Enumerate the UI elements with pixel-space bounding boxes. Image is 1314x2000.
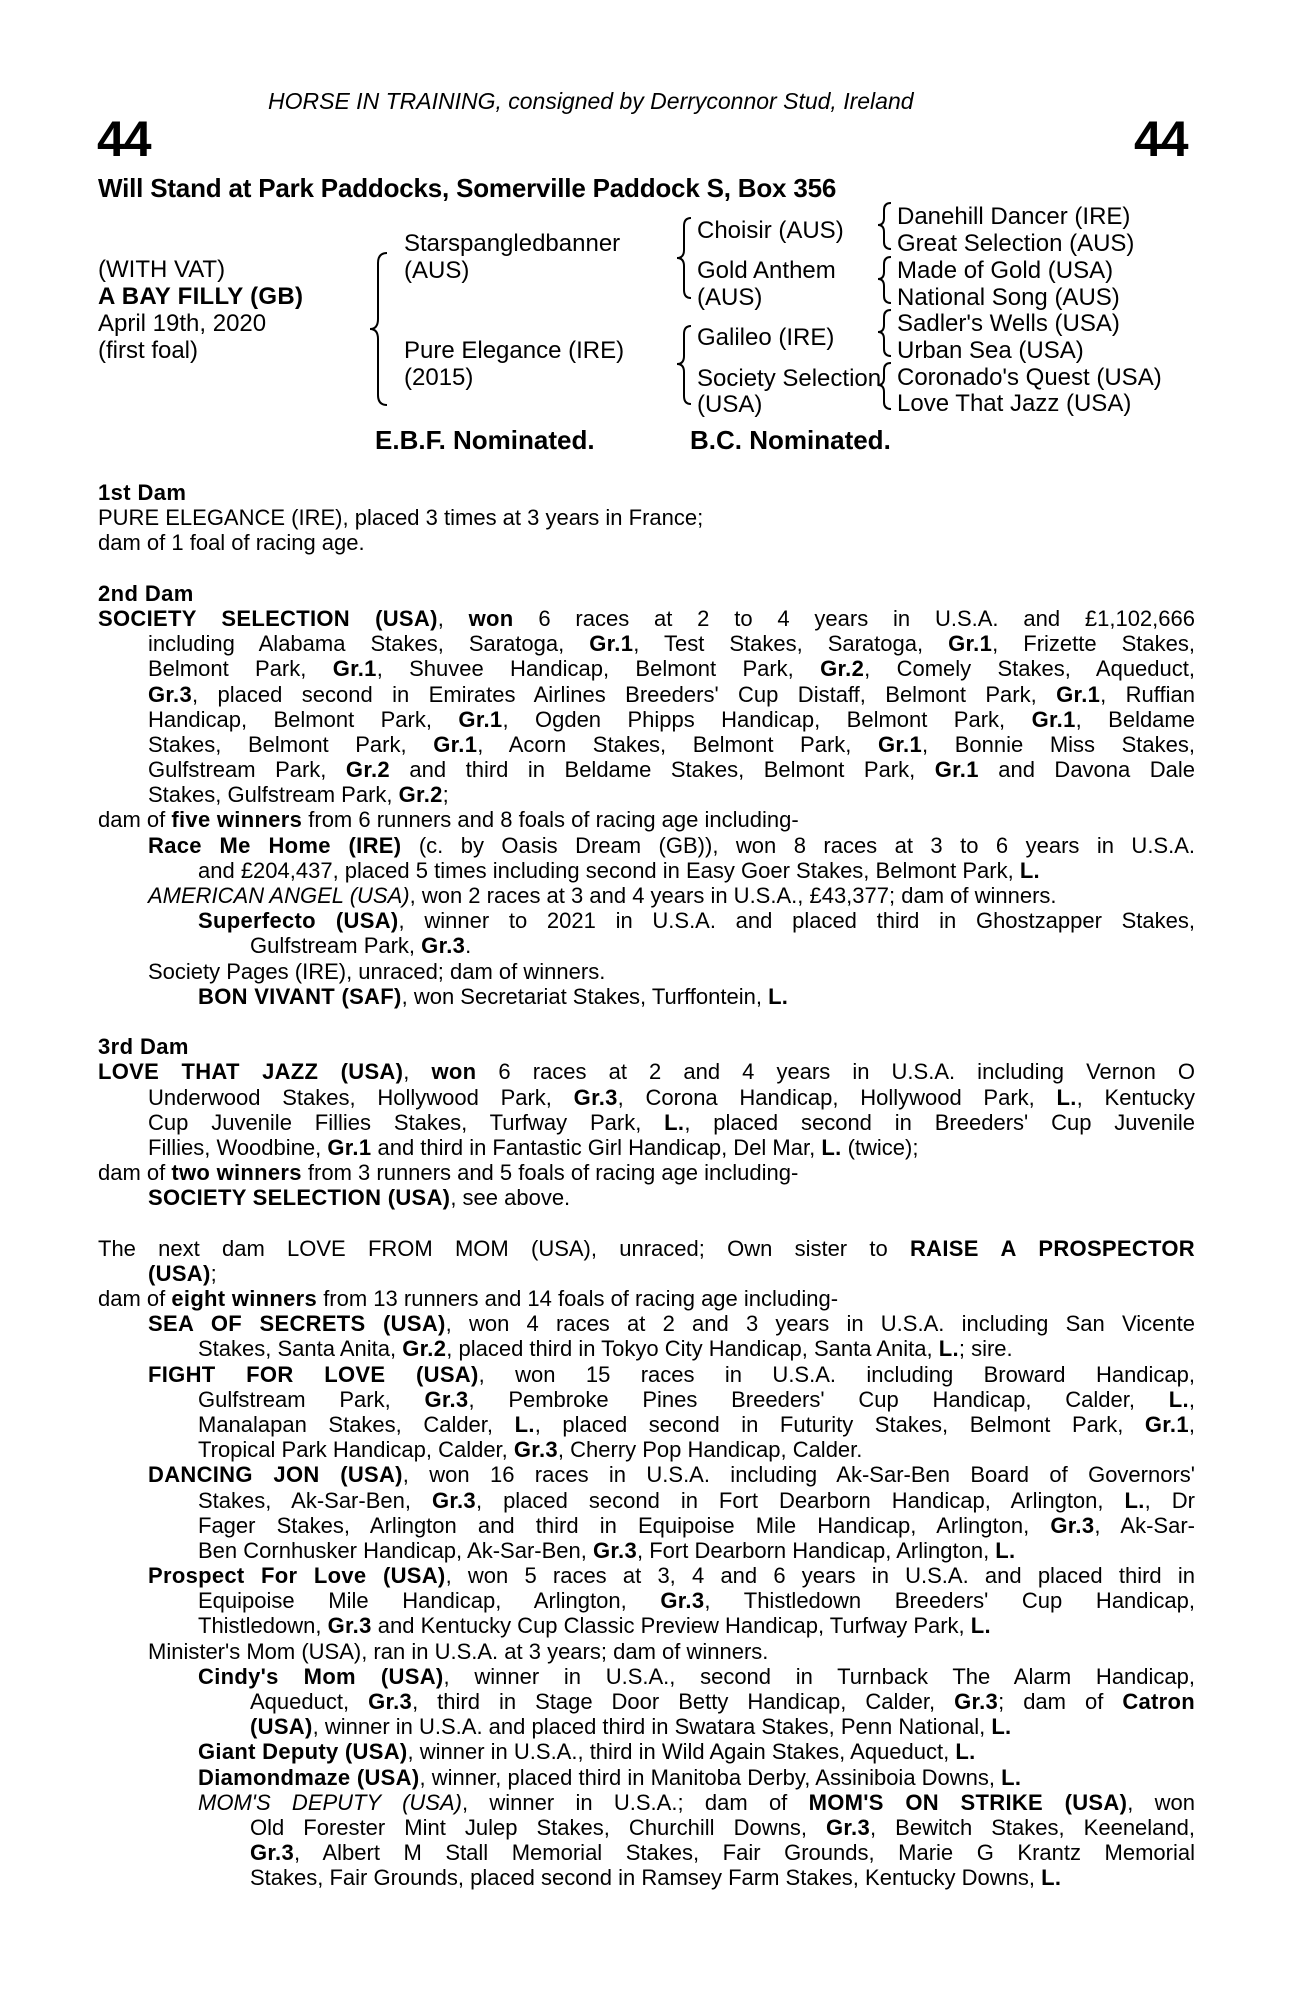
entry-line <box>148 1085 1195 1110</box>
black-type-text: MOM'S ON STRIKE (USA) <box>808 1789 1128 1815</box>
entry-text: ; <box>442 782 449 808</box>
black-type-text: FIGHT FOR LOVE (USA) <box>148 1361 479 1387</box>
entry-text: , Comely Stakes, Aqueduct, <box>864 656 1195 682</box>
black-type-text: BON VIVANT (SAF) <box>198 983 402 1009</box>
entry-line <box>250 1815 1195 1840</box>
black-type-text: Gr.1 <box>332 656 377 682</box>
black-type-text: five winners <box>171 807 303 833</box>
entry-text: , placed third in Tokyo City Handicap, Santa Anita, <box>446 1336 939 1362</box>
black-type-text: Gr.3 <box>424 1386 469 1412</box>
bracket-sire-parents <box>677 218 691 298</box>
entry-text: Minister's Mom (USA), ran in U.S.A. at 3 years; dam of winners. <box>148 1638 769 1664</box>
black-type-text: Gr.1 <box>433 731 478 757</box>
entry-line <box>198 1739 1195 1764</box>
entry-text: Old Forester Mint Julep Stakes, Churchill Downs, <box>250 1814 826 1840</box>
dam-section <box>98 1236 1195 1891</box>
pedigree-entry <box>98 959 1195 984</box>
entry-text: Thistledown, <box>198 1613 328 1639</box>
pedigree-entry <box>98 833 1195 883</box>
black-type-text: eight winners <box>171 1286 318 1311</box>
black-type-text: (USA) <box>148 1260 211 1286</box>
entry-text: , third in Stage Door Betty Handicap, Calder, <box>412 1689 955 1714</box>
black-type-text: Gr.3 <box>327 1613 372 1639</box>
entry-line <box>148 1462 1195 1487</box>
entry-line <box>148 707 1195 732</box>
entry-line <box>148 959 1195 984</box>
entry-line <box>198 1336 1195 1361</box>
entry-text: and third in Fantastic Girl Handicap, Del Mar, <box>371 1134 822 1160</box>
dam-produce-notes <box>98 480 1195 1916</box>
entry-text: , Albert M Stall Memorial Stakes, Fair Grounds, Marie G Krantz Memorial <box>294 1840 1195 1866</box>
entry-text: , Frizette Stakes, <box>992 631 1195 657</box>
vat-note: (WITH VAT) <box>98 256 226 283</box>
entry-line <box>198 1613 1195 1638</box>
pedigree-entry <box>98 1563 1195 1639</box>
black-type-text: L. <box>995 1537 1016 1563</box>
black-type-text: Gr.3 <box>1050 1512 1095 1538</box>
entry-line <box>198 1538 1195 1563</box>
black-type-text: won <box>431 1059 477 1085</box>
sire-country: (AUS) <box>404 257 470 284</box>
entry-text: ; dam of <box>998 1689 1123 1714</box>
pedigree-entry <box>98 1362 1195 1463</box>
entry-line <box>250 1840 1195 1865</box>
black-type-text: L. <box>821 1134 842 1160</box>
foaling-date: April 19th, 2020 <box>98 310 267 337</box>
italic-text: AMERICAN ANGEL (USA) <box>148 883 410 908</box>
black-type-text: Gr.1 <box>1031 706 1076 732</box>
dam-year: (2015) <box>404 364 474 391</box>
entry-line <box>148 757 1195 782</box>
pedigree-entry <box>98 606 1195 808</box>
entry-text: ; sire. <box>958 1336 1013 1362</box>
black-type-text: L. <box>938 1336 959 1362</box>
entry-text: from 13 runners and 14 foals of racing age including- <box>317 1286 839 1311</box>
bracket-dam-parents <box>677 326 691 404</box>
entry-text: , Beldame <box>1075 706 1195 732</box>
entry-line <box>198 1412 1195 1437</box>
entry-line <box>148 782 1195 807</box>
entry-line <box>98 505 1195 530</box>
black-type-text: LOVE THAT JAZZ (USA) <box>98 1059 404 1085</box>
entry-text: Stakes, Ak-Sar-Ben, <box>198 1487 432 1513</box>
pedigree-entry <box>98 1639 1195 1664</box>
black-type-text: Gr.1 <box>589 631 634 657</box>
black-type-text: Gr.1 <box>934 757 979 783</box>
black-type-text: L. <box>1001 1764 1022 1790</box>
entry-line <box>148 1362 1195 1387</box>
entry-text: , Shuvee Handicap, Belmont Park, <box>376 656 821 682</box>
entry-line <box>98 1059 1195 1084</box>
pedigree-entry <box>98 1311 1195 1361</box>
lot-number-left: 44 <box>97 111 151 167</box>
pedigree-entry <box>98 1286 1195 1311</box>
entry-line <box>148 1185 1195 1210</box>
entry-line <box>250 1689 1195 1714</box>
entry-text: , <box>437 605 469 631</box>
black-type-text: Gr.3 <box>368 1689 413 1714</box>
entry-text: , Ruffian <box>1100 681 1195 707</box>
black-type-text: Diamondmaze (USA) <box>198 1764 420 1790</box>
entry-text: , Ogden Phipps Handicap, Belmont Park, <box>502 706 1032 732</box>
entry-line <box>148 682 1195 707</box>
black-type-text: (USA) <box>250 1714 313 1740</box>
black-type-text: L. <box>1041 1865 1062 1891</box>
horse-name: A BAY FILLY (GB) <box>98 283 304 310</box>
entry-text: , won 16 races in U.S.A. including Ak-Sar-Ben Board of Governors' <box>402 1462 1195 1488</box>
entry-text: , won 15 races in U.S.A. including Broward Handicap, <box>478 1361 1196 1387</box>
entry-text: , placed second in Futurity Stakes, Belmont Park, <box>534 1411 1145 1437</box>
entry-line <box>148 732 1195 757</box>
black-type-text: Gr.2 <box>402 1336 447 1362</box>
pedigree-entry <box>98 1236 1195 1286</box>
black-type-text: Giant Deputy (USA) <box>198 1739 408 1765</box>
entry-text: dam of 1 foal of racing age. <box>98 530 365 556</box>
entry-text: , Cherry Pop Handicap, Calder. <box>557 1437 863 1463</box>
black-type-text: Gr.3 <box>250 1840 295 1866</box>
entry-text: including Alabama Stakes, Saratoga, <box>148 631 590 657</box>
black-type-text: Race Me Home (IRE) <box>148 832 402 858</box>
entry-line <box>98 606 1195 631</box>
entry-text: , Kentucky <box>1076 1084 1196 1110</box>
bracket-g3-1 <box>878 203 891 249</box>
entry-line <box>148 833 1195 858</box>
ancestor-g3: Sadler's Wells (USA) <box>897 310 1120 337</box>
entry-text: 6 races at 2 to 4 years in U.S.A. and £1,102,666 <box>513 605 1195 631</box>
entry-text: , Fort Dearborn Handicap, Arlington, <box>637 1537 996 1563</box>
black-type-text: L. <box>514 1411 535 1437</box>
pedigree-entry <box>98 1739 1195 1764</box>
black-type-text: L. <box>970 1613 991 1639</box>
ebf-nominated: E.B.F. Nominated. <box>375 425 595 455</box>
dam-dam-country: (USA) <box>697 391 763 418</box>
entry-line <box>148 631 1195 656</box>
entry-text: Stakes, Fair Grounds, placed second in Ramsey Farm Stakes, Kentucky Downs, <box>250 1865 1042 1891</box>
entry-text: , Thistledown Breeders' Cup Handicap, <box>704 1588 1195 1614</box>
black-type-text: Gr.3 <box>573 1084 618 1110</box>
entry-text: Cup Juvenile Fillies Stakes, Turfway Park, <box>148 1109 665 1135</box>
entry-text: Gulfstream Park, <box>148 757 346 783</box>
dam-section <box>98 480 1195 556</box>
entry-line <box>198 1588 1195 1613</box>
dam-name: Pure Elegance (IRE) <box>404 337 625 364</box>
entry-line <box>148 1311 1195 1336</box>
entry-line <box>198 1790 1195 1815</box>
entry-line <box>198 984 1195 1009</box>
black-type-text: Gr.2 <box>398 782 443 808</box>
entry-text: , winner in U.S.A., third in Wild Again Stakes, Aqueduct, <box>407 1739 956 1765</box>
black-type-text: L. <box>955 1739 976 1765</box>
pedigree-entry <box>98 1664 1195 1740</box>
entry-text: and £204,437, placed 5 times including second in Easy Goer Stakes, Belmont Park, <box>198 857 1020 883</box>
black-type-text: L. <box>768 983 789 1009</box>
entry-text: , Corona Handicap, Hollywood Park, <box>617 1084 1057 1110</box>
entry-text: Stakes, Belmont Park, <box>148 731 434 757</box>
entry-text: , <box>1188 1411 1195 1437</box>
black-type-text: L. <box>1019 857 1040 883</box>
black-type-text: Gr.1 <box>327 1134 372 1160</box>
entry-text: , placed second in Breeders' Cup Juvenile <box>684 1109 1195 1135</box>
ancestor-g3: Love That Jazz (USA) <box>897 390 1132 417</box>
pedigree-entry <box>98 807 1195 832</box>
black-type-text: L. <box>991 1714 1012 1740</box>
black-type-text: Gr.2 <box>345 757 390 783</box>
black-type-text: Prospect For Love (USA) <box>148 1563 446 1589</box>
entry-text: Belmont Park, <box>148 656 333 682</box>
black-type-text: Gr.1 <box>1144 1411 1189 1437</box>
entry-text: ; <box>210 1260 217 1286</box>
entry-line <box>148 1110 1195 1135</box>
bracket-g3-3 <box>878 310 891 356</box>
pedigree-entry <box>98 908 1195 958</box>
entry-text: , Bewitch Stakes, Keeneland, <box>870 1814 1195 1840</box>
entry-text: Stakes, Santa Anita, <box>198 1336 403 1362</box>
entry-text: , won Secretariat Stakes, Turffontein, <box>401 983 769 1009</box>
entry-line <box>198 1513 1195 1538</box>
pedigree-entry <box>98 883 1195 908</box>
entry-line <box>98 530 1195 555</box>
ancestor-g3: Urban Sea (USA) <box>897 337 1084 364</box>
entry-text: , <box>403 1059 432 1085</box>
black-type-text: Gr.3 <box>148 681 193 707</box>
entry-text: , won 4 races at 2 and 3 years in U.S.A. including San Vicente <box>445 1311 1195 1337</box>
dam-section <box>98 581 1195 1009</box>
entry-line <box>250 1865 1195 1890</box>
sire-dam-country: (AUS) <box>697 284 763 311</box>
entry-text: Underwood Stakes, Hollywood Park, <box>148 1084 574 1110</box>
entry-text: , Bonnie Miss Stakes, <box>922 731 1195 757</box>
entry-line <box>198 1488 1195 1513</box>
entry-text: Gulfstream Park, <box>198 1386 425 1412</box>
black-type-text: Gr.3 <box>431 1487 476 1513</box>
entry-text: , won 2 races at 3 and 4 years in U.S.A., £43,377; dam of winners. <box>409 883 1057 908</box>
section-heading: 2nd Dam <box>98 580 194 606</box>
entry-text: Handicap, Belmont Park, <box>148 706 459 732</box>
entry-text: . <box>465 933 472 959</box>
entry-text: Gulfstream Park, <box>250 933 422 959</box>
ancestor-g3: Made of Gold (USA) <box>897 257 1114 284</box>
foal-note: (first foal) <box>98 337 199 364</box>
entry-text: The next dam LOVE FROM MOM (USA), unraced; Own sister to <box>98 1235 910 1261</box>
black-type-text: won <box>468 605 514 631</box>
entry-text: and Kentucky Cup Classic Preview Handicap, Turfway Park, <box>371 1613 971 1639</box>
black-type-text: Gr.3 <box>825 1814 870 1840</box>
entry-text: Aqueduct, <box>250 1689 369 1714</box>
dam-sire: Galileo (IRE) <box>697 324 835 351</box>
ancestor-g3: Great Selection (AUS) <box>897 230 1135 257</box>
dam-dam-name: Society Selection <box>697 365 882 392</box>
sire-sire: Choisir (AUS) <box>697 217 844 244</box>
entry-text: , placed second in Fort Dearborn Handicap, Arlington, <box>475 1487 1125 1513</box>
entry-text: 6 races at 2 and 4 years in U.S.A. including Vernon O <box>476 1059 1196 1085</box>
entry-line <box>98 1236 1195 1261</box>
black-type-text: Catron <box>1122 1689 1196 1714</box>
black-type-text: two winners <box>171 1160 302 1186</box>
black-type-text: SOCIETY SELECTION (USA) <box>148 1185 451 1211</box>
black-type-text: Gr.1 <box>1056 681 1101 707</box>
lot-number-right: 44 <box>1134 111 1188 167</box>
entry-line <box>198 1765 1195 1790</box>
entry-text: , Ak-Sar- <box>1094 1512 1195 1538</box>
pedigree-entry <box>98 1160 1195 1185</box>
entry-text: , winner, placed third in Manitoba Derby, Assiniboia Downs, <box>419 1764 1002 1790</box>
entry-text: (c. by Oasis Dream (GB)), won 8 races at 3 to 6 years in U.S.A. <box>401 832 1196 858</box>
entry-text: Fager Stakes, Arlington and third in Equipoise Mile Handicap, Arlington, <box>198 1512 1051 1538</box>
dam-section <box>98 1034 1195 1210</box>
black-type-text: L. <box>1124 1487 1145 1513</box>
entry-text: , see above. <box>450 1185 571 1211</box>
pedigree-entry <box>98 530 1195 555</box>
entry-text: , won <box>1127 1789 1195 1815</box>
entry-text: , winner to 2021 in U.S.A. and placed third in Ghostzapper Stakes, <box>398 908 1195 934</box>
ancestor-g3: Coronado's Quest (USA) <box>897 364 1162 391</box>
black-type-text: Gr.3 <box>954 1689 999 1714</box>
entry-text: Stakes, Gulfstream Park, <box>148 782 399 808</box>
black-type-text: Gr.3 <box>513 1437 558 1463</box>
pedigree-entry <box>98 1059 1195 1160</box>
entry-line <box>98 807 1195 832</box>
entry-line <box>198 858 1195 883</box>
black-type-text: L. <box>1168 1386 1189 1412</box>
stabling-location: Will Stand at Park Paddocks, Somerville Paddock S, Box 356 <box>98 173 837 203</box>
black-type-text: Gr.1 <box>878 731 923 757</box>
entry-text: (twice); <box>841 1134 919 1160</box>
entry-line <box>98 1160 1195 1185</box>
pedigree-entry <box>98 984 1195 1009</box>
entry-text: Manalapan Stakes, Calder, <box>198 1411 515 1437</box>
entry-line <box>148 1639 1195 1664</box>
pedigree-entry <box>98 505 1195 530</box>
entry-line <box>198 908 1195 933</box>
entry-line <box>98 1286 1195 1311</box>
black-type-text: SEA OF SECRETS (USA) <box>148 1311 446 1337</box>
sire-dam-name: Gold Anthem <box>697 257 836 284</box>
entry-text: , winner in U.S.A., second in Turnback The Alarm Handicap, <box>443 1663 1195 1689</box>
entry-text: Fillies, Woodbine, <box>148 1134 328 1160</box>
bc-nominated: B.C. Nominated. <box>690 425 891 455</box>
entry-text: and Davona Dale <box>978 757 1196 783</box>
entry-text: , winner in U.S.A.; dam of <box>461 1789 809 1815</box>
black-type-text: SOCIETY SELECTION (USA) <box>98 605 438 631</box>
black-type-text: Superfecto (USA) <box>198 908 399 934</box>
entry-text: dam of <box>98 1286 172 1311</box>
italic-text: MOM'S DEPUTY (USA) <box>198 1789 462 1815</box>
entry-line <box>198 1387 1195 1412</box>
entry-line <box>148 1135 1195 1160</box>
pedigree-entry <box>98 1185 1195 1210</box>
ancestor-g3: National Song (AUS) <box>897 284 1120 311</box>
pedigree-entry <box>98 1462 1195 1563</box>
black-type-text: RAISE A PROSPECTOR <box>909 1235 1195 1261</box>
entry-text: , placed second in Emirates Airlines Breeders' Cup Distaff, Belmont Park, <box>192 681 1057 707</box>
section-heading: 3rd Dam <box>98 1034 189 1060</box>
entry-line <box>250 933 1195 958</box>
ancestor-g3: Danehill Dancer (IRE) <box>897 203 1131 230</box>
entry-text: , Test Stakes, Saratoga, <box>633 631 949 657</box>
black-type-text: Gr.3 <box>660 1588 705 1614</box>
sire-name: Starspangledbanner <box>404 230 621 257</box>
entry-text: , Pembroke Pines Breeders' Cup Handicap, Calder, <box>468 1386 1169 1412</box>
black-type-text: L. <box>664 1109 685 1135</box>
entry-text: and third in Beldame Stakes, Belmont Park, <box>389 757 935 783</box>
entry-line <box>148 1563 1195 1588</box>
black-type-text: Cindy's Mom (USA) <box>198 1663 444 1689</box>
catalogue-header-title: HORSE IN TRAINING, consigned by Derryconnor Stud, Ireland <box>268 88 914 114</box>
entry-text: Equipoise Mile Handicap, Arlington, <box>198 1588 661 1614</box>
entry-text: from 3 runners and 5 foals of racing age including- <box>301 1160 799 1186</box>
bracket-g3-2 <box>878 257 891 303</box>
black-type-text: DANCING JON (USA) <box>148 1462 403 1488</box>
entry-text: , Dr <box>1144 1487 1195 1513</box>
black-type-text: Gr.1 <box>458 706 503 732</box>
entry-text: , <box>1188 1386 1196 1412</box>
entry-line <box>148 883 1195 908</box>
black-type-text: Gr.3 <box>421 933 466 959</box>
pedigree-entry <box>98 1765 1195 1790</box>
pedigree-entry <box>98 1790 1195 1891</box>
entry-text: PURE ELEGANCE (IRE), placed 3 times at 3 years in France; <box>98 505 704 531</box>
entry-line <box>148 656 1195 681</box>
black-type-text: L. <box>1056 1084 1077 1110</box>
entry-text: dam of <box>98 1160 172 1186</box>
entry-text: from 6 runners and 8 foals of racing age including- <box>302 807 799 833</box>
entry-line <box>250 1714 1195 1739</box>
entry-text: dam of <box>98 807 172 833</box>
black-type-text: Gr.3 <box>592 1537 637 1563</box>
black-type-text: Gr.1 <box>948 631 993 657</box>
entry-text: , won 5 races at 3, 4 and 6 years in U.S.A. and placed third in <box>445 1563 1195 1589</box>
entry-line <box>198 1437 1195 1462</box>
entry-text: , winner in U.S.A. and placed third in Swatara Stakes, Penn National, <box>312 1714 992 1740</box>
black-type-text: Gr.2 <box>820 656 865 682</box>
entry-text: , Acorn Stakes, Belmont Park, <box>477 731 878 757</box>
entry-line <box>198 1664 1195 1689</box>
entry-text: Ben Cornhusker Handicap, Ak-Sar-Ben, <box>198 1537 593 1563</box>
entry-text: Tropical Park Handicap, Calder, <box>198 1437 514 1463</box>
entry-line <box>148 1261 1195 1286</box>
bracket-parents <box>370 253 387 405</box>
entry-text: Society Pages (IRE), unraced; dam of winners. <box>148 958 606 984</box>
section-heading: 1st Dam <box>98 480 187 505</box>
